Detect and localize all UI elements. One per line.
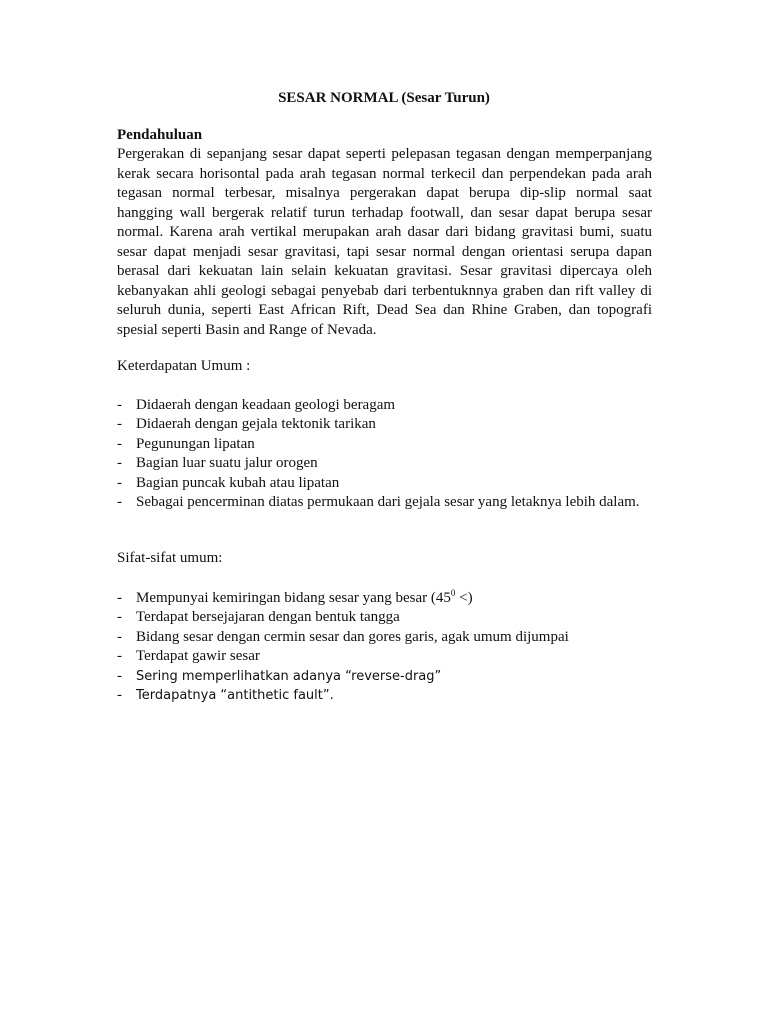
document-title: SESAR NORMAL (Sesar Turun) — [278, 90, 490, 106]
superscript-degree: 0 — [450, 588, 456, 598]
properties-label: Sifat-sifat umum: — [117, 550, 223, 566]
list-item: - Terdapat gawir sesar — [117, 647, 652, 666]
bullet-dash: - — [117, 609, 122, 626]
bullet-dash: - — [117, 590, 122, 606]
list-item: - Bagian luar suatu jalur orogen — [117, 454, 652, 473]
occurrence-label: Keterdapatan Umum : — [117, 358, 251, 374]
bullet-dash: - — [117, 435, 122, 452]
bullet-dash: - — [117, 687, 122, 704]
bullet-dash: - — [117, 416, 122, 433]
list-item: - Didaerah dengan keadaan geologi beragam — [117, 396, 652, 415]
bullet-dash: - — [117, 667, 122, 684]
list-item: - Sebagai pencerminan diatas permukaan dari gejala sesar yang letaknya lebih dalam. — [117, 493, 652, 512]
list-item: - Terdapat bersejajaran dengan bentuk tangga — [117, 608, 652, 627]
list-item: - Pegunungan lipatan — [117, 435, 652, 454]
bullet-dash: - — [117, 474, 122, 491]
occurrence-list — [117, 396, 652, 512]
section-heading-introduction: Pendahuluan — [117, 127, 203, 143]
list-item: - Sering memperlihatkan adanya “reverse-drag” — [117, 667, 652, 686]
bullet-dash: - — [117, 628, 122, 645]
list-item: - Bagian puncak kubah atau lipatan — [117, 474, 652, 493]
bullet-dash: - — [117, 397, 122, 413]
list-item: - Didaerah dengan gejala tektonik tarikan — [117, 415, 652, 434]
list-item: - Terdapatnya “antithetic fault”. — [117, 686, 652, 705]
intro-paragraph: Pergerakan di sepanjang sesar dapat seperti pelepasan tegasan dengan memperpanjang kerak secara horisontal pada arah tegasan normal terkecil dan perpendekan pada arah tegasan normal terbesar, misalnya pergerakan dapat berupa dip-slip normal saat hangging wall bergerak relatif turun terhadap footwall, dan sesar dapat berupa sesar normal. Karena arah vertikal merupakan arah dasar dari bidang gravitasi bumi, suatu sesar dapat menjadi sesar gravitasi, tapi sesar normal dengan orientasi serupa dapan berasal dari kekuatan lain selain kekuatan gravitasi. Sesar gravitasi dipercaya oleh kebanyakan ahli geologi sebagai penyebab dari terbentuknnya graben dan rift valley di seluruh dunia, seperti East African Rift, Dead Sea dan Rhine Graben, dan topografi spesial seperti Basin and Range of Nevada. — [117, 146, 652, 338]
properties-list — [117, 589, 652, 705]
bullet-dash: - — [117, 494, 122, 511]
list-item: - Bidang sesar dengan cermin sesar dan gores garis, agak umum dijumpai — [117, 628, 652, 647]
list-item: - Mempunyai kemiringan bidang sesar yang besar ($45^0$ <) — [117, 589, 652, 608]
bullet-dash: - — [117, 455, 122, 472]
bullet-dash: - — [117, 648, 122, 665]
